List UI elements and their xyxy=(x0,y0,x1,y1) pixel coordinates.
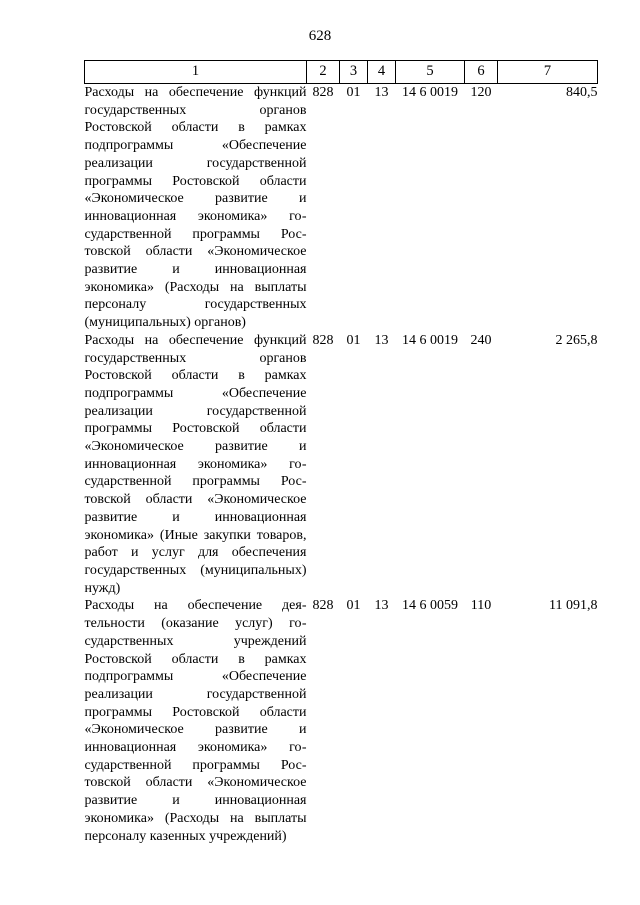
row-description: Расходы на обеспечение функций государственных органов Ростовской области в рамках подпрограммы «Обеспечение реализации государственной программы Ростовской области «Экономическое развитие и инновационная экономика» государственной программы Ростовской области «Экономическое развитие и инновационная экономика» (Иные закупки товаров, работ и услуг для обеспечения государственных (муниципальных) нужд) xyxy=(84,332,307,596)
header-col-1: 1 xyxy=(85,61,307,84)
row-section: 01 xyxy=(346,598,361,614)
row-target: 14 6 0019 xyxy=(402,85,458,100)
row-target: 14 6 0059 xyxy=(402,598,458,614)
header-col-4: 4 xyxy=(368,61,396,84)
row-target: 14 6 0019 xyxy=(402,332,458,348)
page-number: 628 xyxy=(308,28,332,44)
row-subsection: 13 xyxy=(374,598,389,614)
row-description: Расходы на обеспечение деятельности (оказание услуг) государственных учреждений Ростовской области в рамках подпрограммы «Обеспечение реализации государственной программы Ростовской области «Экономическое развитие и инновационная экономика» государственной программы Ростовской области «Экономическое развитие и инновационная экономика» (Расходы на выплаты персоналу казенных учреждений) xyxy=(84,598,307,844)
row-type: 120 xyxy=(470,85,492,100)
header-col-3: 3 xyxy=(340,61,368,84)
row-type: 240 xyxy=(470,332,492,348)
row-type: 110 xyxy=(470,598,492,614)
row-subsection: 13 xyxy=(374,332,389,348)
header-col-5: 5 xyxy=(396,61,465,84)
row-description: Расходы на обеспечение функций государственных органов Ростовской области в рамках подпрограммы «Обеспечение реализации государственной программы Ростовской области «Экономическое развитие и инновационная экономика» государственной программы Ростовской области «Экономическое развитие и инновационная экономика» (Расходы на выплаты персоналу государственных (муниципальных) органов) xyxy=(84,85,307,331)
row-code: 828 xyxy=(312,598,334,614)
header-col-7: 7 xyxy=(498,61,598,84)
table-row xyxy=(85,332,598,598)
table-row xyxy=(85,84,598,332)
table-row xyxy=(85,597,598,845)
header-col-2: 2 xyxy=(307,61,340,84)
row-amount: 2 265,8 xyxy=(555,332,598,348)
row-amount: 11 091,8 xyxy=(549,598,598,614)
row-code: 828 xyxy=(312,332,334,348)
row-subsection: 13 xyxy=(374,85,389,100)
header-row xyxy=(85,61,598,84)
row-section: 01 xyxy=(346,332,361,348)
row-code: 828 xyxy=(312,85,334,100)
budget-table xyxy=(84,60,598,845)
row-section: 01 xyxy=(346,85,361,100)
row-amount: 840,5 xyxy=(566,85,598,100)
header-col-6: 6 xyxy=(465,61,498,84)
